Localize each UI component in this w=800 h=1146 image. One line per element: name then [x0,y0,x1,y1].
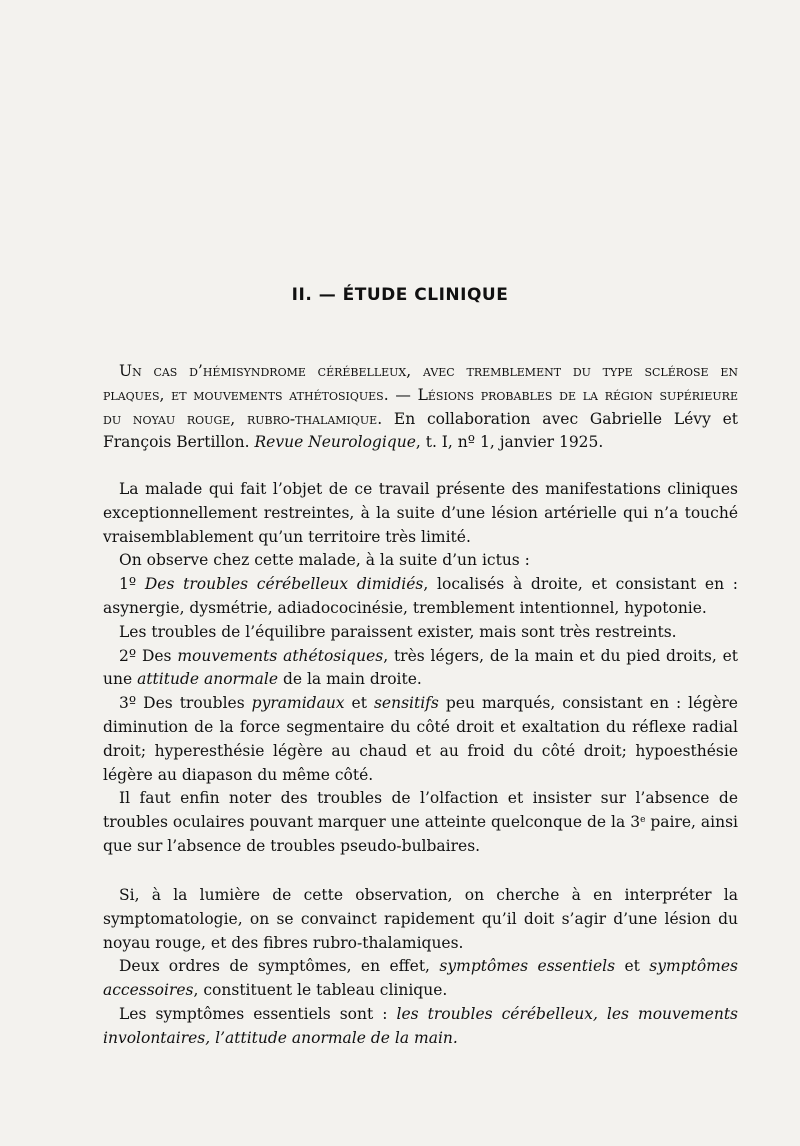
paragraph [103,787,738,858]
text-run: et [615,957,650,976]
paragraph [103,955,738,1003]
emphasis: symptômes accessoires [103,957,738,1000]
emphasis: mouvements athétosiques [177,646,384,665]
reference-dash: — [388,385,418,404]
paragraph: On observe chez cette malade, à la suite d’un ictus : [119,551,530,570]
reference-paragraph [103,360,738,455]
bibliographic-reference [103,360,738,455]
emphasis: attitude anormale [137,670,279,689]
emphasis: symptômes essentiels [439,957,616,976]
paragraph: Les troubles de l’équilibre paraissent exister, mais sont très restreints. [119,622,677,641]
item-number: 1º [119,575,145,594]
text-run: peu marqués, consistant en : légère diminution de la force segmentaire du côté droit et exaltation du réflexe radial droit; hyperesthésie légère au chaud et au froid du côté droit; hypoesthésie légère au diapason du même côté. [103,694,738,784]
reference-citation: , t. I, nº 1, janvier 1925. [415,433,604,452]
text-run: et [344,694,374,713]
reference-title-b: Lésions probables de la région supérieure du noyau rouge, rubro-thalamique. [103,385,738,428]
emphasis: les troubles cérébelleux, les mouvements involontaires, l’attitude anormale de la main. [103,1004,739,1047]
emphasis: Des troubles cérébelleux dimidiés [144,575,424,594]
paragraph [103,1003,738,1051]
text-run: Les symptômes essentiels sont : [119,1004,397,1023]
emphasis: sensitifs [373,694,439,713]
paragraph: Si, à la lumière de cette observation, on cherche à en interpréter la symptomatologie, on se convainct rapidement qu’il doit s’agir d’une lésion du noyau rouge, et des fibres rubro-thalamiques. [103,886,738,952]
paragraph [103,692,738,787]
text-run: , très légers, de la main et du pied droits, et une [103,646,738,689]
text-run: 3º Des troubles [119,694,252,713]
paragraph [103,573,738,621]
section-heading: II. — ÉTUDE CLINIQUE [291,285,509,305]
text-run: Deux ordres de symptômes, en effet, [119,957,440,976]
clinical-description [103,478,738,859]
paragraph: La malade qui fait l’objet de ce travail présente des manifestations cliniques exceptionnellement restreintes, à la suite d’une lésion artérielle qui n’a touché vraisemblablement qu’un territoire très limité. [103,480,738,546]
text-run: de la main droite. [278,670,422,689]
interpretation [103,884,738,1051]
text-run: Il faut enfin noter des troubles de l’olfaction et insister sur l’absence de troubles oculaires pouvant marquer une atteinte quelconque de la 3 [103,789,738,832]
text-run: paire, ainsi que sur l’absence de troubles pseudo-bulbaires. [103,813,739,855]
emphasis: pyramidaux [251,694,345,713]
text-run: , localisés à droite, et consistant en : asynergie, dysmétrie, adiadococinésie, tremblement intentionnel, hypotonie. [103,575,738,617]
text-run: 2º Des [119,646,178,665]
reference-collaborators: En collaboration avec Gabrielle Lévy et François Bertillon. [103,409,738,452]
reference-title-a: Un cas d’hémisyndrome cérébelleux, avec tremblement du type sclérose en plaques, et mouvements athétosiques. [103,362,738,404]
superscript: e [640,815,646,826]
reference-journal: Revue Neurologique [254,433,416,452]
paragraph [103,645,738,693]
text-run: , constituent le tableau clinique. [193,981,448,1000]
